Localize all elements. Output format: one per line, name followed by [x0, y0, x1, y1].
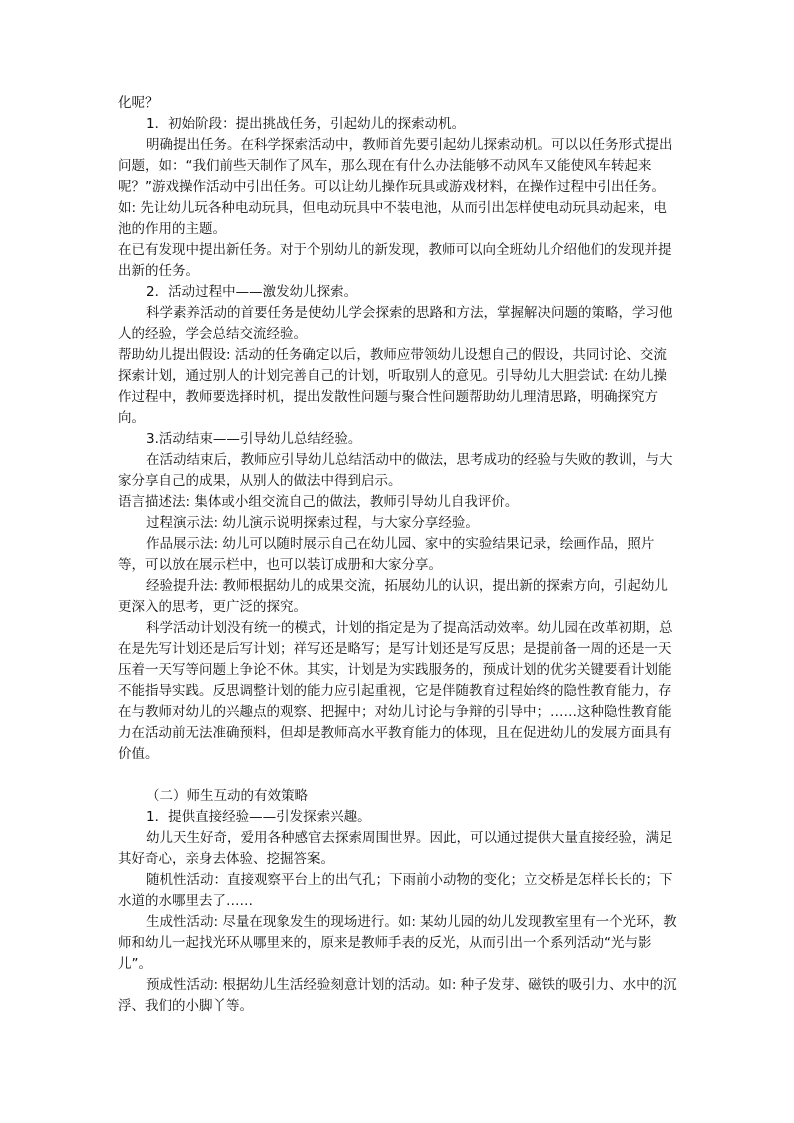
section-heading: 3.活动结束——引导幼儿总结经验。 — [146, 431, 362, 447]
blank-line — [118, 765, 680, 786]
paragraph: 生成性活动: 尽量在现象发生的现场进行。如: 某幼儿园的幼儿发现教室里有一个光环，教师和幼儿一起找光环从哪里来的，原来是教师手表的反光，从而引出一个系列活动“光与影儿”。 — [118, 914, 677, 972]
section-heading: 1．提供直接经验——引发探索兴趣。 — [146, 809, 371, 825]
paragraph: 科学活动计划没有统一的模式，计划的指定是为了提高活动效率。幼儿园在改革初期，总在是先写计划还是后写计划；祥写还是略写；是写计划还是写反思；是提前备一周的还是一天压着一天写等问题上争论不休。其实，计划是为实践服务的，预成计划的优劣关键要看计划能不能指导实践。反思调整计划的能力应引起重视，它是伴随教育过程始终的隐性教育能力，存在与教师对幼儿的兴趣点的观察、把握中；对幼儿讨论与争辩的引导中；……这种隐性教育能力在活动前无法准确预料，但却是教师高水平教育能力的体现，且在促进幼儿的发展方面具有价值。 — [118, 620, 673, 762]
paragraph: 在已有发现中提出新任务。对于个别幼儿的新发现，教师可以向全班幼儿介绍他们的发现并提出新的任务。 — [118, 242, 672, 279]
section-heading: 2．活动过程中——激发幼儿探索。 — [146, 284, 358, 300]
paragraph: 在活动结束后，教师应引导幼儿总结活动中的做法，思考成功的经验与失败的教训，与大家分享自己的成果，从别人的做法中得到启示。 — [118, 452, 673, 489]
paragraph: 化呢？ — [118, 95, 159, 111]
section-heading: （二）师生互动的有效策略 — [146, 788, 308, 804]
paragraph: 幼儿天生好奇，爱用各种感官去探索周围世界。因此，可以通过提供大量直接经验，满足其好奇心，亲身去体验、挖掘答案。 — [118, 830, 673, 867]
paragraph: 作品展示法: 幼儿可以随时展示自己在幼儿园、家中的实验结果记录，绘画作品，照片等，可以放在展示栏中，也可以装订成册和大家分享。 — [118, 536, 655, 573]
paragraph: 语言描述法: 集体或小组交流自己的做法，教师引导幼儿自我评价。 — [118, 494, 519, 510]
paragraph: 明确提出任务。在科学探索活动中，教师首先要引起幼儿探索动机。可以以任务形式提出问题，如：“我们前些天制作了风车，那么现在有什么办法能够不动风车又能使风车转起来呢？”游戏操作活动中引出任务。可以让幼儿操作玩具或游戏材料，在操作过程中引出任务。如: 先让幼儿玩各种电动玩具，但电动玩具中不装电池，从而引出怎样使电动玩具动起来，电池的作用的主题。 — [118, 137, 673, 237]
document-page — [118, 93, 680, 1017]
section-heading: 1．初始阶段：提出挑战任务，引起幼儿的探索动机。 — [146, 116, 466, 132]
paragraph: 随机性活动：直接观察平台上的出气孔；下雨前小动物的变化；立交桥是怎样长长的；下水道的水哪里去了…… — [118, 872, 673, 909]
paragraph: 科学素养活动的首要任务是使幼儿学会探索的思路和方法，掌握解决问题的策略，学习他人的经验，学会总结交流经验。 — [118, 305, 673, 342]
paragraph: 过程演示法: 幼儿演示说明探索过程，与大家分享经验。 — [146, 515, 479, 531]
paragraph: 经验提升法: 教师根据幼儿的成果交流，拓展幼儿的认识，提出新的探索方向，引起幼儿更深入的思考，更广泛的探究。 — [118, 578, 668, 615]
paragraph: 帮助幼儿提出假设: 活动的任务确定以后，教师应带领幼儿设想自己的假设，共同讨论、交流探索计划，通过别人的计划完善自己的计划，听取别人的意见。引导幼儿大胆尝试: 在幼儿操作过程中，教师要选择时机，提出发散性问题与聚合性问题帮助幼儿理清思路，明确探究方向。 — [118, 347, 667, 426]
paragraph: 预成性活动: 根据幼儿生活经验刻意计划的活动。如: 种子发芽、磁铁的吸引力、水中的沉浮、我们的小脚丫等。 — [118, 977, 677, 1014]
